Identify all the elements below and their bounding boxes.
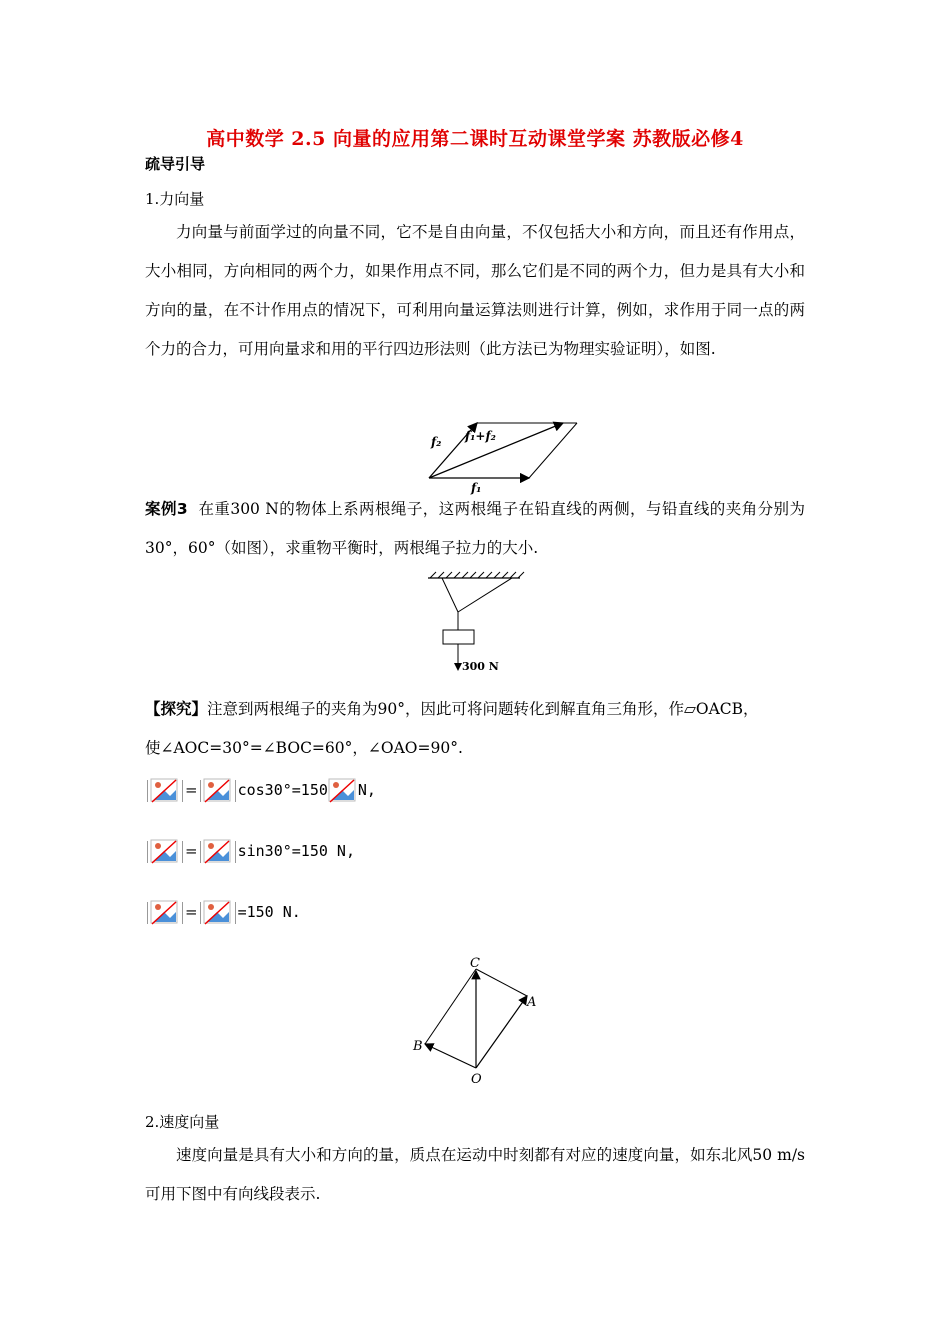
broken-image-icon	[203, 778, 233, 804]
broken-image-icon	[150, 839, 180, 865]
point-o-label: O	[471, 1072, 482, 1087]
point-c-label: C	[470, 956, 480, 971]
parallelogram-force-figure	[425, 418, 585, 496]
velocity-vector-paragraph: 速度向量是具有大小和方向的量，质点在运动中时刻都有对应的速度向量，如东北风50 m/s可用下图中有向线段表示.	[145, 1146, 805, 1203]
section-heading: 疏导引导	[145, 155, 206, 173]
broken-image-icon	[150, 778, 180, 804]
f1-label: f₁	[471, 481, 482, 495]
point-b-label: B	[413, 1039, 423, 1054]
equation-row-3: = =150 N.	[145, 900, 301, 926]
point-a-label: A	[527, 995, 537, 1010]
weight-label: 300 N	[462, 660, 499, 673]
broken-image-icon	[150, 900, 180, 926]
sum-label: f₁+f₂	[465, 429, 496, 443]
hanging-weight-figure	[420, 570, 530, 678]
f2-label: f₂	[431, 435, 442, 449]
case3-text: 在重300 N的物体上系两根绳子，这两根绳子在铅直线的两侧，与铅直线的夹角分别为30°，60°（如图），求重物平衡时，两根绳子拉力的大小.	[145, 500, 806, 557]
force-vector-heading: 1.力向量	[145, 190, 205, 208]
broken-image-icon	[203, 839, 233, 865]
force-vector-paragraph: 力向量与前面学过的向量不同，它不是自由向量，不仅包括大小和方向，而且还有作用点，大小相同，方向相同的两个力，如果作用点不同，那么它们是不同的两个力，但力是具有大小和方向的量，在不计作用点的情况下，可利用向量运算法则进行计算，例如，求作用于同一点的两个力的合力，可用向量求和用的平行四边形法则（此方法已为物理实验证明），如图.	[145, 223, 805, 358]
parallelogram-oacb-figure	[405, 955, 545, 1090]
broken-image-icon	[203, 900, 233, 926]
explore-label: 【探究】	[145, 700, 208, 718]
velocity-vector-heading: 2.速度向量	[145, 1113, 220, 1131]
equation-row-1: = cos30°=150 N,	[145, 778, 376, 804]
equation-row-2: = sin30°=150 N,	[145, 839, 355, 865]
explore-paragraph	[145, 690, 805, 768]
case3-label: 案例3	[145, 500, 188, 518]
document-title: 高中数学 2.5 向量的应用第二课时互动课堂学案 苏教版必修4	[206, 128, 744, 150]
explore-text-2: 使∠AOC=30°=∠BOC=60°，∠OAO=90°.	[145, 739, 463, 757]
explore-text-1: 注意到两根绳子的夹角为90°，因此可将问题转化到解直角三角形，作▱OACB，	[207, 700, 759, 718]
sum-arrow	[429, 423, 563, 478]
case3-paragraph	[145, 490, 805, 568]
broken-image-icon	[328, 778, 358, 804]
